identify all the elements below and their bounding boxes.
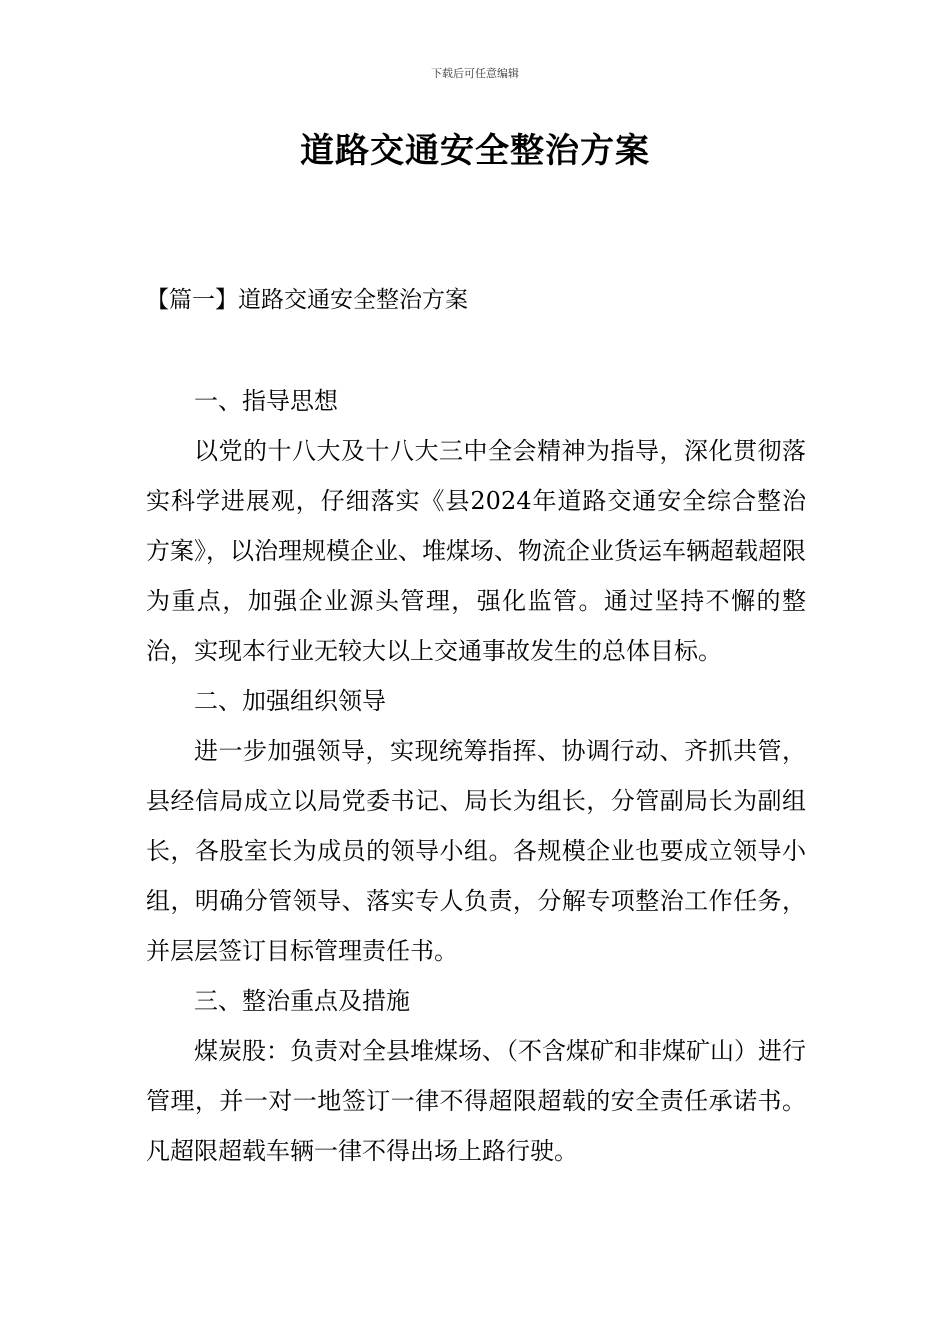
heading-key-measures: 三、整治重点及措施 [194,987,410,1015]
header-note: 下载后可任意编辑 [431,67,519,80]
heading-organization-leadership: 二、加强组织领导 [194,687,386,715]
section-title: 【篇一】道路交通安全整治方案 [146,287,468,313]
paragraph-coal-section: 煤炭股：负责对全县堆煤场、（不含煤矿和非煤矿山）进行管理，并一对一地签订一律不得超限超载的安全责任承诺书。凡超限超载车辆一律不得出场上路行驶。 [146,1037,806,1165]
paragraph-guiding-ideology: 以党的十八大及十八大三中全会精神为指导，深化贯彻落实科学进展观，仔细落实《县2024年道路交通安全综合整治方案》，以治理规模企业、堆煤场、物流企业货运车辆超载超限为重点，加强企业源头管理，强化监管。通过坚持不懈的整治，实现本行业无较大以上交通事故发生的总体目标。 [146,437,806,665]
paragraph-organization-leadership: 进一步加强领导，实现统筹指挥、协调行动、齐抓共管，县经信局成立以局党委书记、局长为组长，分管副局长为副组长，各股室长为成员的领导小组。各规模企业也要成立领导小组，明确分管领导、落实专人负责，分解专项整治工作任务，并层层签订目标管理责任书。 [146,737,806,965]
document-body [146,376,806,1176]
document-title: 道路交通安全整治方案 [300,131,650,171]
heading-guiding-ideology: 一、指导思想 [194,387,338,415]
